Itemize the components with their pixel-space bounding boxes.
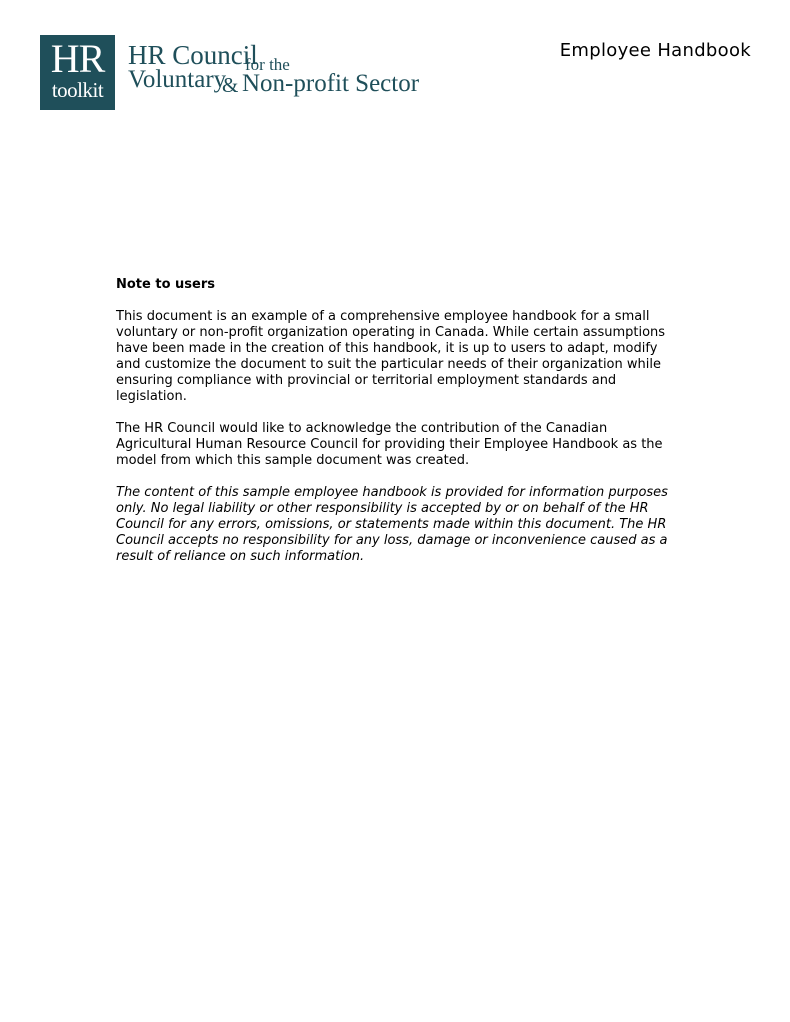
hr-toolkit-logo: [40, 35, 115, 110]
council-ampersand: &: [222, 73, 239, 97]
acknowledgement-paragraph: The HR Council would like to acknowledge the contribution of the Canadian Agricultural Human Resource Council for providing their Employee Handbook as the model from which this sample document was created.: [116, 421, 663, 468]
disclaimer-paragraph: The content of this sample employee handbook is provided for information purposes only. No legal liability or other responsibility is accepted by or on behalf of the HR Council for any errors, omissions, or statements made within this document. The HR Council accepts no responsibility for any loss, damage or inconvenience caused as a result of reliance on such information.: [116, 485, 668, 564]
section-heading: Note to users: [116, 277, 215, 292]
council-voluntary: Voluntary: [128, 66, 227, 93]
page-header-title: Employee Handbook: [559, 40, 751, 61]
intro-paragraph: This document is an example of a comprehensive employee handbook for a small voluntary or non-profit organization operating in Canada. While certain assumptions have been made in the creation of this handbook, it is up to users to adapt, modify and customize the document to suit the particular needs of their organization while ensuring compliance with provincial or territorial employment standards and legislation.: [116, 309, 666, 404]
note-to-users-section: [116, 277, 676, 581]
logo-box-line1: HR: [50, 36, 105, 81]
logo-box-line2: toolkit: [51, 78, 104, 102]
council-for-the: for the: [245, 55, 290, 74]
council-name: HR Council: [128, 40, 258, 70]
hr-council-wordmark: [128, 40, 428, 102]
council-sector: Non-profit Sector: [242, 70, 420, 97]
